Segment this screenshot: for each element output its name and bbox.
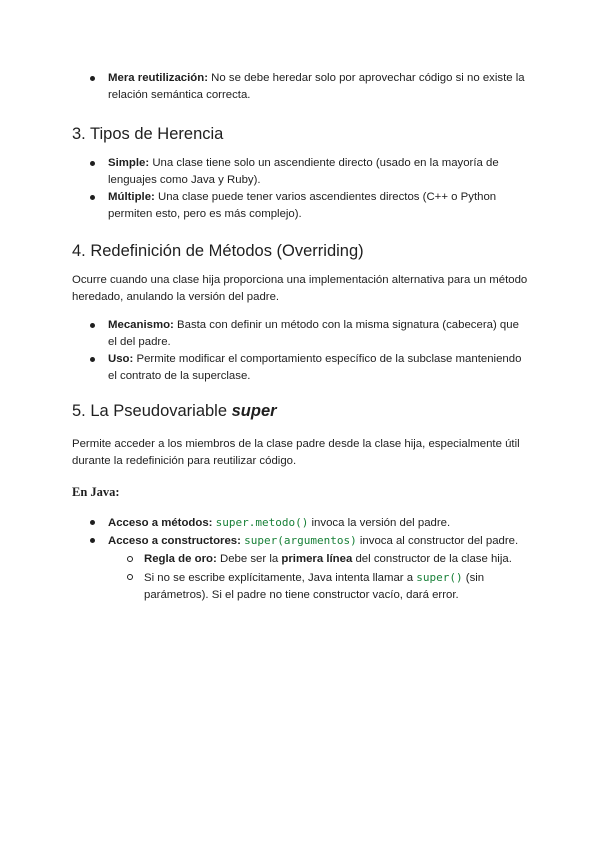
overriding-list <box>72 317 528 385</box>
paragraph: Permite acceder a los miembros de la clase padre desde la clase hija, especialmente útil durante la redefinición para reutilizar código. <box>72 438 520 467</box>
bullet-text: Una clase puede tener varios ascendientes directos (C++ o Python permiten esto, pero es más complejo). <box>108 191 497 220</box>
java-super-list <box>72 514 528 604</box>
inline-code: super(argumentos) <box>244 534 357 547</box>
bullet-text: Una clase tiene solo un ascendiente directo (usado en la mayoría de lenguajes como Java y Ruby). <box>108 157 499 186</box>
bullet-text: No se debe heredar solo por aprovechar código si no existe la relación semántica correcta. <box>108 72 525 101</box>
section-heading <box>72 400 528 422</box>
subheading: En Java: <box>72 485 120 499</box>
sub-list-item <box>108 569 528 604</box>
bullet-text: invoca la versión del padre. <box>308 517 451 529</box>
bullet-label: Múltiple: <box>108 191 155 203</box>
sub-item-bold: primera línea <box>281 553 353 565</box>
list-item <box>72 514 528 532</box>
list-item <box>72 317 528 351</box>
section-title-keyword: super <box>231 402 277 420</box>
bullet-label: Acceso a métodos: <box>108 517 213 529</box>
section-heading: 4. Redefinición de Métodos (Overriding) <box>72 242 364 260</box>
list-item <box>72 189 528 223</box>
inheritance-types-list <box>72 155 528 223</box>
constructor-sub-list <box>108 551 528 604</box>
list-item <box>72 70 528 104</box>
bullet-label: Acceso a constructores: <box>108 535 241 547</box>
bullet-text: Basta con definir un método con la misma signatura (cabecera) que el del padre. <box>108 319 519 348</box>
bullet-text: Permite modificar el comportamiento específico de la subclase manteniendo el contrato de la superclase. <box>108 353 522 382</box>
reuse-list <box>72 70 528 104</box>
bullet-label: Simple: <box>108 157 150 169</box>
inline-code: super() <box>416 571 463 584</box>
bullet-label: Mera reutilización: <box>108 72 209 84</box>
bullet-label: Uso: <box>108 353 134 365</box>
section-heading: 3. Tipos de Herencia <box>72 125 224 143</box>
sub-item-text: Debe ser la <box>216 553 282 565</box>
inline-code: super.metodo() <box>215 516 309 529</box>
list-item <box>72 532 528 604</box>
sub-item-label: Regla de oro: <box>144 553 217 565</box>
section-title-prefix: 5. La Pseudovariable <box>72 402 232 420</box>
sub-item-text: Si no se escribe explícitamente, Java intenta llamar a <box>144 572 417 584</box>
bullet-label: Mecanismo: <box>108 319 174 331</box>
sub-list-item <box>108 551 528 568</box>
sub-item-text: del constructor de la clase hija. <box>352 553 512 565</box>
paragraph: Ocurre cuando una clase hija proporciona una implementación alternativa para un método heredado, anulando la versión del padre. <box>72 274 528 303</box>
list-item <box>72 351 528 385</box>
sub-item-text: (sin parámetros). Si el padre no tiene constructor vacío, dará error. <box>144 572 485 601</box>
list-item <box>72 155 528 189</box>
bullet-text: invoca al constructor del padre. <box>356 535 519 547</box>
